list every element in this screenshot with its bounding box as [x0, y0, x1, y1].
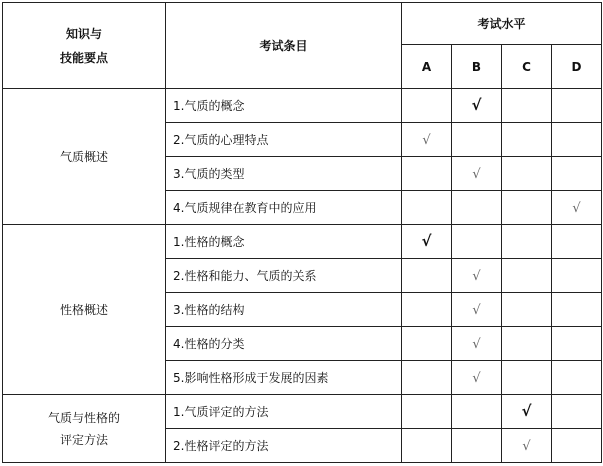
check-mark-icon: √ — [472, 268, 481, 284]
check-mark-icon: √ — [572, 200, 581, 216]
level-b-header: B — [452, 45, 502, 89]
level-c-cell — [502, 259, 552, 293]
knowledge-header — [3, 3, 166, 89]
exam-item: 1.气质评定的方法 — [166, 395, 402, 429]
level-a-header: A — [402, 45, 452, 89]
exam-requirements-table — [2, 2, 602, 463]
level-b-cell — [452, 123, 502, 157]
exam-item: 5.影响性格形成于发展的因素 — [166, 361, 402, 395]
level-a-cell — [402, 191, 452, 225]
level-b-cell — [452, 225, 502, 259]
level-a-cell — [402, 361, 452, 395]
exam-item: 1.气质的概念 — [166, 89, 402, 123]
level-c-cell — [502, 157, 552, 191]
section-name-line: 气质与性格的 — [47, 410, 120, 425]
level-c-cell — [502, 361, 552, 395]
level-b-cell — [452, 429, 502, 463]
check-mark-icon: √ — [522, 438, 531, 454]
level-c-cell — [502, 225, 552, 259]
check-mark-icon: √ — [471, 95, 482, 114]
exam-item: 1.性格的概念 — [166, 225, 402, 259]
level-a-cell — [402, 429, 452, 463]
level-d-cell — [552, 259, 602, 293]
check-mark-icon: √ — [421, 231, 432, 250]
level-a-cell — [402, 259, 452, 293]
level-b-cell — [452, 327, 502, 361]
level-c-cell — [502, 293, 552, 327]
check-mark-icon: √ — [472, 302, 481, 318]
level-header: 考试水平 — [402, 3, 602, 45]
level-c-cell — [502, 123, 552, 157]
exam-item: 3.性格的结构 — [166, 293, 402, 327]
exam-item: 3.气质的类型 — [166, 157, 402, 191]
level-d-cell — [552, 395, 602, 429]
level-a-cell — [402, 123, 452, 157]
level-b-cell — [452, 293, 502, 327]
level-d-cell — [552, 191, 602, 225]
level-c-cell — [502, 327, 552, 361]
check-mark-icon: √ — [422, 132, 431, 148]
level-c-cell — [502, 191, 552, 225]
level-a-cell — [402, 89, 452, 123]
level-d-cell — [552, 123, 602, 157]
table-body — [3, 89, 602, 463]
level-d-cell — [552, 361, 602, 395]
check-mark-icon: √ — [521, 401, 532, 420]
exam-item: 2.性格和能力、气质的关系 — [166, 259, 402, 293]
level-d-cell — [552, 225, 602, 259]
level-a-cell — [402, 225, 452, 259]
level-b-cell — [452, 191, 502, 225]
section-name — [3, 225, 166, 395]
level-d-cell — [552, 327, 602, 361]
level-c-cell — [502, 395, 552, 429]
level-a-cell — [402, 293, 452, 327]
exam-item: 2.气质的心理特点 — [166, 123, 402, 157]
item-header: 考试条目 — [166, 3, 402, 89]
section-name-line: 评定方法 — [59, 432, 108, 447]
table-row — [3, 395, 602, 429]
section-name-line: 气质概述 — [59, 149, 108, 164]
section-name-line: 性格概述 — [59, 302, 108, 317]
check-mark-icon: √ — [472, 336, 481, 352]
level-c-cell — [502, 89, 552, 123]
level-d-header: D — [552, 45, 602, 89]
level-b-cell — [452, 361, 502, 395]
level-d-cell — [552, 293, 602, 327]
exam-item: 2.性格评定的方法 — [166, 429, 402, 463]
level-d-cell — [552, 157, 602, 191]
section-name — [3, 89, 166, 225]
level-d-cell — [552, 89, 602, 123]
check-mark-icon: √ — [472, 166, 481, 182]
level-a-cell — [402, 327, 452, 361]
level-a-cell — [402, 395, 452, 429]
level-b-cell — [452, 259, 502, 293]
level-d-cell — [552, 429, 602, 463]
level-b-cell — [452, 89, 502, 123]
level-b-cell — [452, 157, 502, 191]
level-c-cell — [502, 429, 552, 463]
table-row — [3, 89, 602, 123]
exam-item: 4.气质规律在教育中的应用 — [166, 191, 402, 225]
level-c-header: C — [502, 45, 552, 89]
section-name — [3, 395, 166, 463]
exam-item: 4.性格的分类 — [166, 327, 402, 361]
knowledge-header-line1: 知识与 — [65, 26, 102, 41]
table-row — [3, 225, 602, 259]
check-mark-icon: √ — [472, 370, 481, 386]
level-b-cell — [452, 395, 502, 429]
level-a-cell — [402, 157, 452, 191]
knowledge-header-line2: 技能要点 — [59, 50, 108, 65]
